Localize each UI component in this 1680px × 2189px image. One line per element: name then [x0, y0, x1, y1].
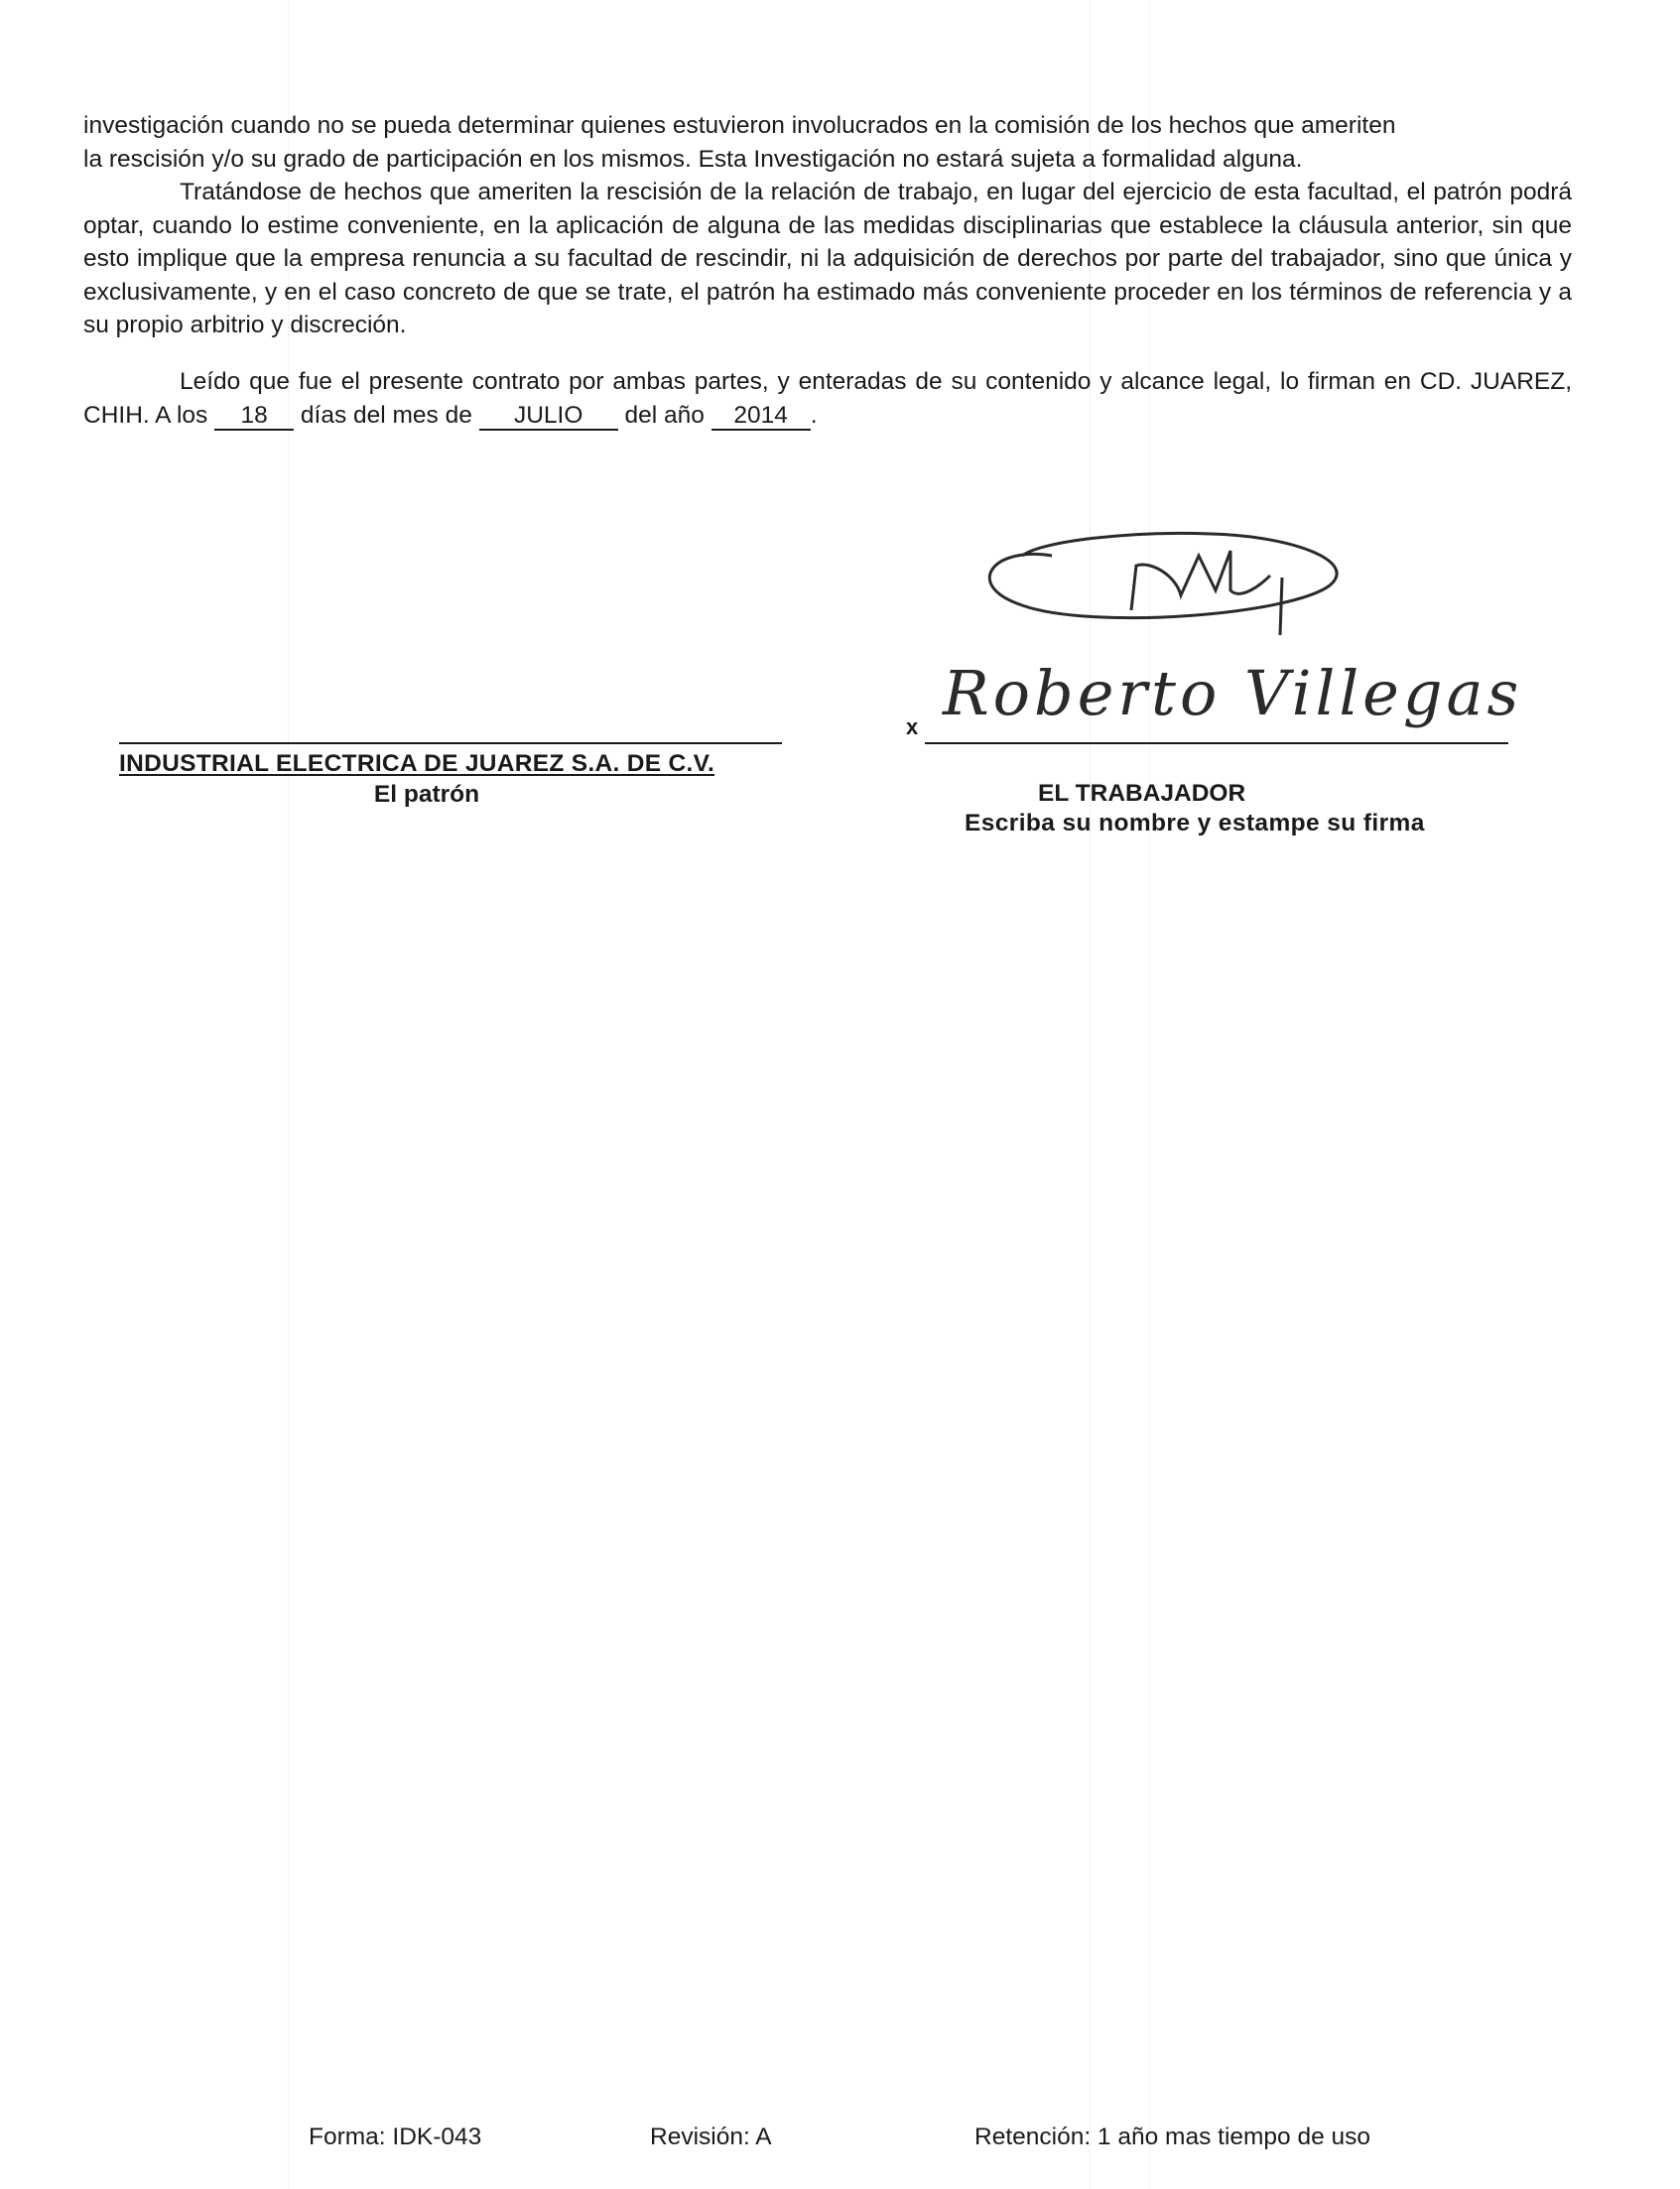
- footer-revision: Revisión: A: [650, 2124, 772, 2150]
- year-field: 2014: [711, 403, 811, 431]
- closing-text: Leído que fue el presente contrato por ambas partes, y enteradas de su contenido y alcance legal, lo firman en CD. JUAREZ, CHIH. A los: [83, 368, 1572, 429]
- paragraph-investigation: [83, 109, 1572, 342]
- worker-signature-line: [925, 742, 1508, 744]
- paragraph-line: investigación cuando no se pueda determinar quienes estuvieron involucrados en la comisión de los hechos que ameriten: [83, 112, 1396, 139]
- worker-signature-hint: Escriba su nombre y estampe su firma: [965, 810, 1425, 837]
- month-field: JULIO: [479, 403, 618, 431]
- worker-role: EL TRABAJADOR: [1038, 780, 1246, 807]
- employer-name: INDUSTRIAL ELECTRICA DE JUAREZ S.A. DE C.V.: [119, 750, 715, 777]
- paragraph-line: la rescisión y/o su grado de participación en los mismos. Esta Investigación no estará sujeta a formalidad alguna.: [83, 145, 1303, 173]
- footer-retention: Retención: 1 año mas tiempo de uso: [974, 2124, 1371, 2150]
- employer-signature-line: [119, 742, 782, 744]
- paragraph-rescission: Tratándose de hechos que ameriten la rescisión de la relación de trabajo, en lugar del ejercicio de esta facultad, el patrón podrá optar, cuando lo estime conveniente, en la aplicación de alguna de las medidas disciplinarias que establece la cláusula anterior, sin que esto implique que la empresa renuncia a su facultad de rescindir, ni la adquisición de derechos por parte del trabajador, sino que única y exclusivamente, y en el caso concreto de que se trate, el patrón ha estimado más conveniente proceder en los términos de referencia y a su propio arbitrio y discreción.: [83, 179, 1572, 338]
- closing-text-month-label: días del mes de: [300, 401, 472, 429]
- closing-paragraph: [83, 365, 1572, 432]
- signature-x-mark: x: [906, 714, 919, 739]
- closing-period: .: [810, 401, 818, 429]
- signature-handwritten-name: Roberto Villegas: [943, 657, 1523, 729]
- day-field: 18: [214, 403, 294, 431]
- employer-role: El patrón: [373, 781, 480, 808]
- closing-text-year-label: del año: [624, 401, 705, 429]
- footer-form-code: Forma: IDK-043: [309, 2124, 482, 2150]
